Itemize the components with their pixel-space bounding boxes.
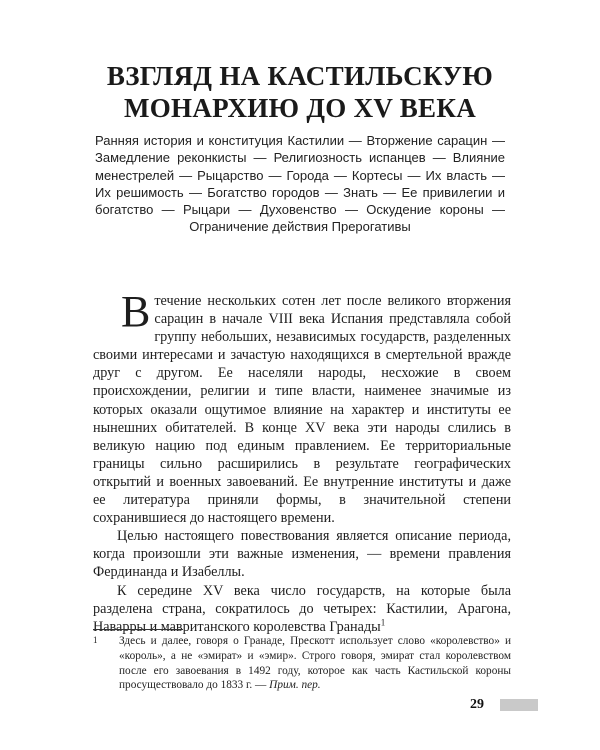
footnote	[93, 634, 511, 693]
chapter-title-line-1: ВЗГЛЯД НА КАСТИЛЬСКУЮ	[106, 61, 494, 91]
paragraph-1-text: течение нескольких сотен лет после великого вторжения сарацин в начале VIII века Испания представляла собой группу небольших, независимых государств, разделенных своими интересами и зачастую находящихся в смертельной вражде друг с другом. Ее населяли народы, несхожие в своем происхождении, религии и типе власти, наименее значимые из которых оказали ощутимое влияние на характер и институты ее нынешних обитателей. В конце XV века эти народы слились в великую нацию под единым правлением. Ее территориальные границы сильно расширились в результате географических открытий и военных завоеваний. Ее внутренние институты и даже ее литература приняли формы, в значительной степени сохранившиеся до настоящего времени.	[93, 293, 511, 527]
paragraph-2: Целью настоящего повествования является описание периода, когда произошли эти важные изменения, — времени правления Фердинанда и Изабеллы.	[93, 528, 511, 581]
footnote-text-block	[93, 634, 511, 693]
paragraph-3-text: К середине XV века число государств, на которые была разделена страна, сократилось до четырех: Кастилии, Арагона, Наварры и мавританского королевства Гранады	[93, 582, 511, 635]
drop-cap: В	[121, 287, 151, 336]
footnote-reference[interactable]: 1	[380, 616, 386, 627]
footnote-number: 1	[93, 635, 98, 645]
page-number: 29	[470, 697, 484, 712]
chapter-title	[60, 60, 540, 124]
paragraph-3	[93, 582, 511, 636]
body-text	[93, 287, 511, 636]
chapter-title-line-2: МОНАРХИЮ ДО XV ВЕКА	[123, 93, 477, 123]
translator-note: Прим. пер.	[269, 679, 321, 692]
paragraph-1	[93, 287, 511, 527]
chapter-summary: Ранняя история и конституция Кастилии — Вторжение сарацин — Замедление реконкисты — Религиозность испанцев — Влияние менестрелей — Рыцарство — Города — Кортесы — Их власть — Их решимость — Богатство городов — Знать — Ее привилегии и богатство — Рыцари — Духовенство — Оскудение короны — Ограничение действия Прерогативы	[95, 133, 505, 235]
page-edge-tab	[500, 699, 538, 711]
footnote-divider	[93, 629, 183, 630]
footnote-text: Здесь и далее, говоря о Гранаде, Прескотт использует слово «королевство» и «король», а не «эмират» и «эмир». Строго говоря, эмират стал королевством после его завоевания в 1492 году, которое как часть Кастильской короны просуществовало до 1833 г. —	[119, 635, 511, 692]
